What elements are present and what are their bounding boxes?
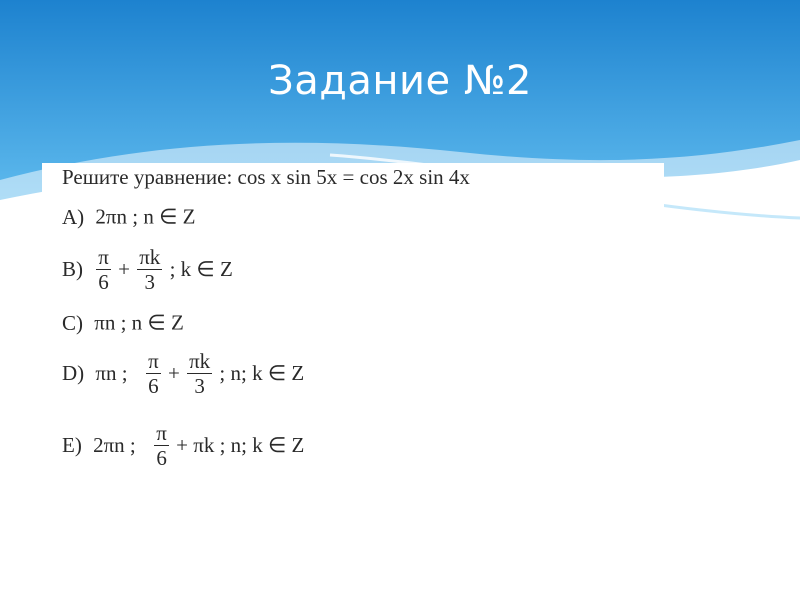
option-d-lead: πn ; — [95, 361, 128, 386]
option-d-fraction-1-denominator: 6 — [146, 373, 161, 398]
option-e-label: E) — [62, 433, 82, 458]
option-e-tail: + πk ; n; k ∈ Z — [176, 433, 305, 458]
option-d-fraction-1-numerator: π — [148, 349, 159, 373]
option-e-fraction-1-numerator: π — [156, 421, 167, 445]
option-b-fraction-2-numerator: πk — [139, 245, 161, 269]
option-c — [62, 309, 184, 336]
option-e-fraction-1-denominator: 6 — [154, 445, 169, 470]
option-a-label: A) — [62, 204, 85, 229]
option-b-fraction-1 — [96, 245, 111, 294]
option-d-fraction-2-numerator: πk — [189, 349, 211, 373]
option-b-label: B) — [62, 257, 83, 282]
option-b-fraction-2 — [137, 245, 162, 294]
option-a — [62, 203, 195, 230]
option-b-operator: + — [118, 257, 130, 282]
problem-image — [42, 163, 664, 519]
option-a-text: 2πn ; n ∈ Z — [95, 204, 196, 229]
option-d-tail: ; n; k ∈ Z — [219, 361, 305, 386]
option-d-fraction-2-denominator: 3 — [187, 373, 212, 398]
option-e-fraction-1 — [154, 421, 169, 470]
option-b-fraction-1-denominator: 6 — [96, 269, 111, 294]
slide-title: Задание №2 — [268, 58, 532, 104]
problem-statement: Решите уравнение: cos x sin 5x = cos 2x sin 4x — [62, 165, 470, 189]
option-d — [62, 349, 304, 398]
option-c-label: C) — [62, 310, 83, 335]
option-e-lead: 2πn ; — [93, 433, 136, 458]
option-b-fraction-1-numerator: π — [98, 245, 109, 269]
option-b-tail: ; k ∈ Z — [169, 257, 233, 282]
option-d-fraction-1 — [146, 349, 161, 398]
option-b-fraction-2-denominator: 3 — [137, 269, 162, 294]
option-b — [62, 245, 233, 294]
option-c-text: πn ; n ∈ Z — [94, 310, 184, 335]
option-d-label: D) — [62, 361, 85, 386]
option-d-operator: + — [167, 361, 180, 386]
option-d-fraction-2 — [187, 349, 212, 398]
option-e — [62, 421, 304, 470]
